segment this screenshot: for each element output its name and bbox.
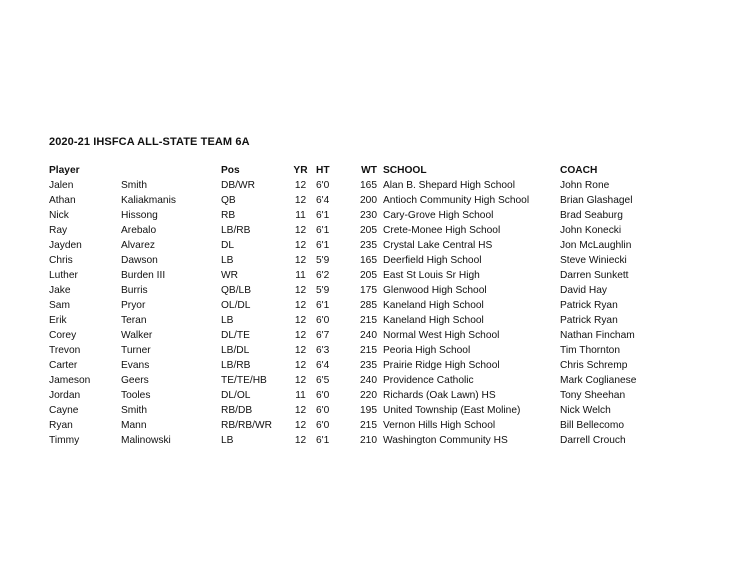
player-height: 5'9: [316, 255, 330, 266]
player-coach: Tim Thornton: [560, 345, 621, 356]
player-coach: Nick Welch: [560, 405, 611, 416]
player-height: 6'0: [316, 420, 330, 431]
player-last-name: Smith: [121, 180, 148, 191]
player-coach: Brian Glashagel: [560, 195, 633, 206]
player-last-name: Evans: [121, 360, 150, 371]
player-height: 5'9: [316, 285, 330, 296]
player-last-name: Mann: [121, 420, 147, 431]
table-row: [49, 208, 670, 223]
player-first-name: Erik: [49, 315, 67, 326]
player-first-name: Jayden: [49, 240, 82, 251]
player-height: 6'3: [316, 345, 330, 356]
player-school: Kaneland High School: [383, 315, 484, 326]
player-weight: 215: [360, 345, 377, 356]
table-row: [49, 283, 670, 298]
header-position: Pos: [221, 165, 240, 176]
player-school: Kaneland High School: [383, 300, 484, 311]
player-weight: 240: [360, 375, 377, 386]
player-school: Providence Catholic: [383, 375, 474, 386]
player-coach: Tony Sheehan: [560, 390, 626, 401]
player-weight: 165: [360, 255, 377, 266]
player-last-name: Pryor: [121, 300, 146, 311]
player-coach: Bill Bellecomo: [560, 420, 624, 431]
player-school: United Township (East Moline): [383, 405, 521, 416]
player-height: 6'1: [316, 225, 330, 236]
player-height: 6'4: [316, 360, 330, 371]
player-position: WR: [221, 270, 238, 281]
player-year: 12: [294, 345, 307, 356]
table-body: [49, 178, 670, 448]
player-first-name: Athan: [49, 195, 76, 206]
player-weight: 220: [360, 390, 377, 401]
player-coach: Patrick Ryan: [560, 300, 618, 311]
player-weight: 200: [360, 195, 377, 206]
player-coach: John Rone: [560, 180, 610, 191]
player-last-name: Kaliakmanis: [121, 195, 176, 206]
player-last-name: Alvarez: [121, 240, 155, 251]
player-position: QB: [221, 195, 236, 206]
player-school: Peoria High School: [383, 345, 471, 356]
player-weight: 195: [360, 405, 377, 416]
player-first-name: Ray: [49, 225, 68, 236]
player-position: RB/RB/WR: [221, 420, 272, 431]
player-position: LB: [221, 315, 234, 326]
player-school: Deerfield High School: [383, 255, 482, 266]
header-year: YR: [293, 165, 308, 176]
player-height: 6'0: [316, 405, 330, 416]
player-year: 12: [294, 285, 307, 296]
player-weight: 205: [360, 225, 377, 236]
player-year: 11: [295, 270, 306, 281]
table-row: [49, 418, 670, 433]
player-last-name: Geers: [121, 375, 149, 386]
player-school: Richards (Oak Lawn) HS: [383, 390, 496, 401]
player-first-name: Jameson: [49, 375, 91, 386]
player-height: 6'0: [316, 390, 330, 401]
table-row: [49, 388, 670, 403]
player-weight: 215: [360, 315, 377, 326]
player-coach: Jon McLaughlin: [560, 240, 632, 251]
player-school: Vernon Hills High School: [383, 420, 496, 431]
player-year: 12: [294, 195, 307, 206]
player-coach: John Konecki: [560, 225, 622, 236]
player-position: LB/DL: [221, 345, 250, 356]
table-row: [49, 268, 670, 283]
player-year: 12: [294, 240, 307, 251]
player-height: 6'2: [316, 270, 330, 281]
player-school: Cary-Grove High School: [383, 210, 494, 221]
player-coach: Steve Winiecki: [560, 255, 627, 266]
player-first-name: Cayne: [49, 405, 79, 416]
player-school: Antioch Community High School: [383, 195, 530, 206]
player-last-name: Burden III: [121, 270, 166, 281]
player-height: 6'7: [316, 330, 330, 341]
player-school: Glenwood High School: [383, 285, 487, 296]
player-last-name: Turner: [121, 345, 151, 356]
player-position: LB/RB: [221, 225, 251, 236]
table-row: [49, 253, 670, 268]
player-year: 12: [294, 360, 307, 371]
player-weight: 235: [360, 360, 377, 371]
document-title: 2020-21 IHSFCA ALL-STATE TEAM 6A: [49, 136, 250, 148]
player-weight: 215: [360, 420, 377, 431]
player-weight: 230: [360, 210, 377, 221]
player-weight: 210: [360, 435, 377, 446]
player-first-name: Jalen: [49, 180, 74, 191]
table-row: [49, 313, 670, 328]
player-coach: Chris Schremp: [560, 360, 628, 371]
player-weight: 205: [360, 270, 377, 281]
table-row: [49, 193, 670, 208]
player-last-name: Dawson: [121, 255, 158, 266]
table-row: [49, 373, 670, 388]
player-first-name: Nick: [49, 210, 69, 221]
player-last-name: Teran: [121, 315, 147, 326]
player-first-name: Carter: [49, 360, 78, 371]
table-row: [49, 328, 670, 343]
player-year: 12: [294, 180, 307, 191]
player-school: Normal West High School: [383, 330, 500, 341]
player-year: 12: [294, 435, 307, 446]
player-weight: 285: [360, 300, 377, 311]
player-coach: Brad Seaburg: [560, 210, 623, 221]
player-year: 12: [294, 315, 307, 326]
player-first-name: Sam: [49, 300, 70, 311]
player-first-name: Chris: [49, 255, 73, 266]
player-coach: Nathan Fincham: [560, 330, 635, 341]
player-weight: 165: [360, 180, 377, 191]
header-coach: COACH: [560, 165, 598, 176]
player-weight: 175: [360, 285, 377, 296]
player-year: 12: [294, 255, 307, 266]
player-position: RB/DB: [221, 405, 253, 416]
player-year: 11: [295, 390, 306, 401]
table-row: [49, 403, 670, 418]
player-year: 12: [294, 405, 307, 416]
player-position: DL/TE: [221, 330, 250, 341]
player-weight: 240: [360, 330, 377, 341]
header-player: Player: [49, 165, 80, 176]
player-last-name: Hissong: [121, 210, 158, 221]
header-weight: WT: [361, 165, 377, 176]
all-state-roster-table: [49, 163, 670, 448]
player-school: Crystal Lake Central HS: [383, 240, 493, 251]
player-school: Alan B. Shepard High School: [383, 180, 515, 191]
player-height: 6'1: [316, 435, 330, 446]
table-row: [49, 358, 670, 373]
player-height: 6'0: [316, 315, 330, 326]
table-row: [49, 178, 670, 193]
player-position: LB: [221, 255, 234, 266]
player-height: 6'1: [316, 300, 330, 311]
table-row: [49, 433, 670, 448]
player-first-name: Corey: [49, 330, 77, 341]
player-last-name: Arebalo: [121, 225, 157, 236]
player-position: DB/WR: [221, 180, 255, 191]
player-school: Prairie Ridge High School: [383, 360, 500, 371]
player-year: 12: [294, 330, 307, 341]
player-school: Crete-Monee High School: [383, 225, 501, 236]
player-height: 6'4: [316, 195, 330, 206]
player-year: 12: [294, 225, 307, 236]
player-last-name: Smith: [121, 405, 148, 416]
player-position: TE/TE/HB: [221, 375, 267, 386]
player-year: 12: [294, 300, 307, 311]
player-position: LB: [221, 435, 234, 446]
player-year: 12: [294, 375, 307, 386]
player-first-name: Jordan: [49, 390, 81, 401]
player-height: 6'5: [316, 375, 330, 386]
player-coach: Mark Coglianese: [560, 375, 637, 386]
player-first-name: Timmy: [49, 435, 80, 446]
player-coach: Darren Sunkett: [560, 270, 629, 281]
player-last-name: Walker: [121, 330, 153, 341]
player-last-name: Tooles: [121, 390, 151, 401]
player-position: DL/OL: [221, 390, 251, 401]
table-row: [49, 223, 670, 238]
player-coach: Patrick Ryan: [560, 315, 618, 326]
player-first-name: Trevon: [49, 345, 81, 356]
table-header-row: [49, 163, 670, 178]
player-height: 6'0: [316, 180, 330, 191]
player-last-name: Malinowski: [121, 435, 171, 446]
header-school: SCHOOL: [383, 165, 427, 176]
player-height: 6'1: [316, 210, 330, 221]
table-row: [49, 238, 670, 253]
player-position: QB/LB: [221, 285, 252, 296]
player-coach: Darrell Crouch: [560, 435, 626, 446]
player-last-name: Burris: [121, 285, 148, 296]
player-first-name: Luther: [49, 270, 78, 281]
player-position: RB: [221, 210, 236, 221]
player-year: 12: [294, 420, 307, 431]
player-first-name: Ryan: [49, 420, 73, 431]
player-coach: David Hay: [560, 285, 607, 296]
player-weight: 235: [360, 240, 377, 251]
player-year: 11: [295, 210, 306, 221]
player-height: 6'1: [316, 240, 330, 251]
player-first-name: Jake: [49, 285, 71, 296]
player-school: Washington Community HS: [383, 435, 508, 446]
player-school: East St Louis Sr High: [383, 270, 480, 281]
player-position: OL/DL: [221, 300, 251, 311]
player-position: DL: [221, 240, 235, 251]
table-row: [49, 343, 670, 358]
header-last-name: [121, 163, 221, 178]
header-height: HT: [316, 165, 330, 176]
player-position: LB/RB: [221, 360, 251, 371]
table-row: [49, 298, 670, 313]
